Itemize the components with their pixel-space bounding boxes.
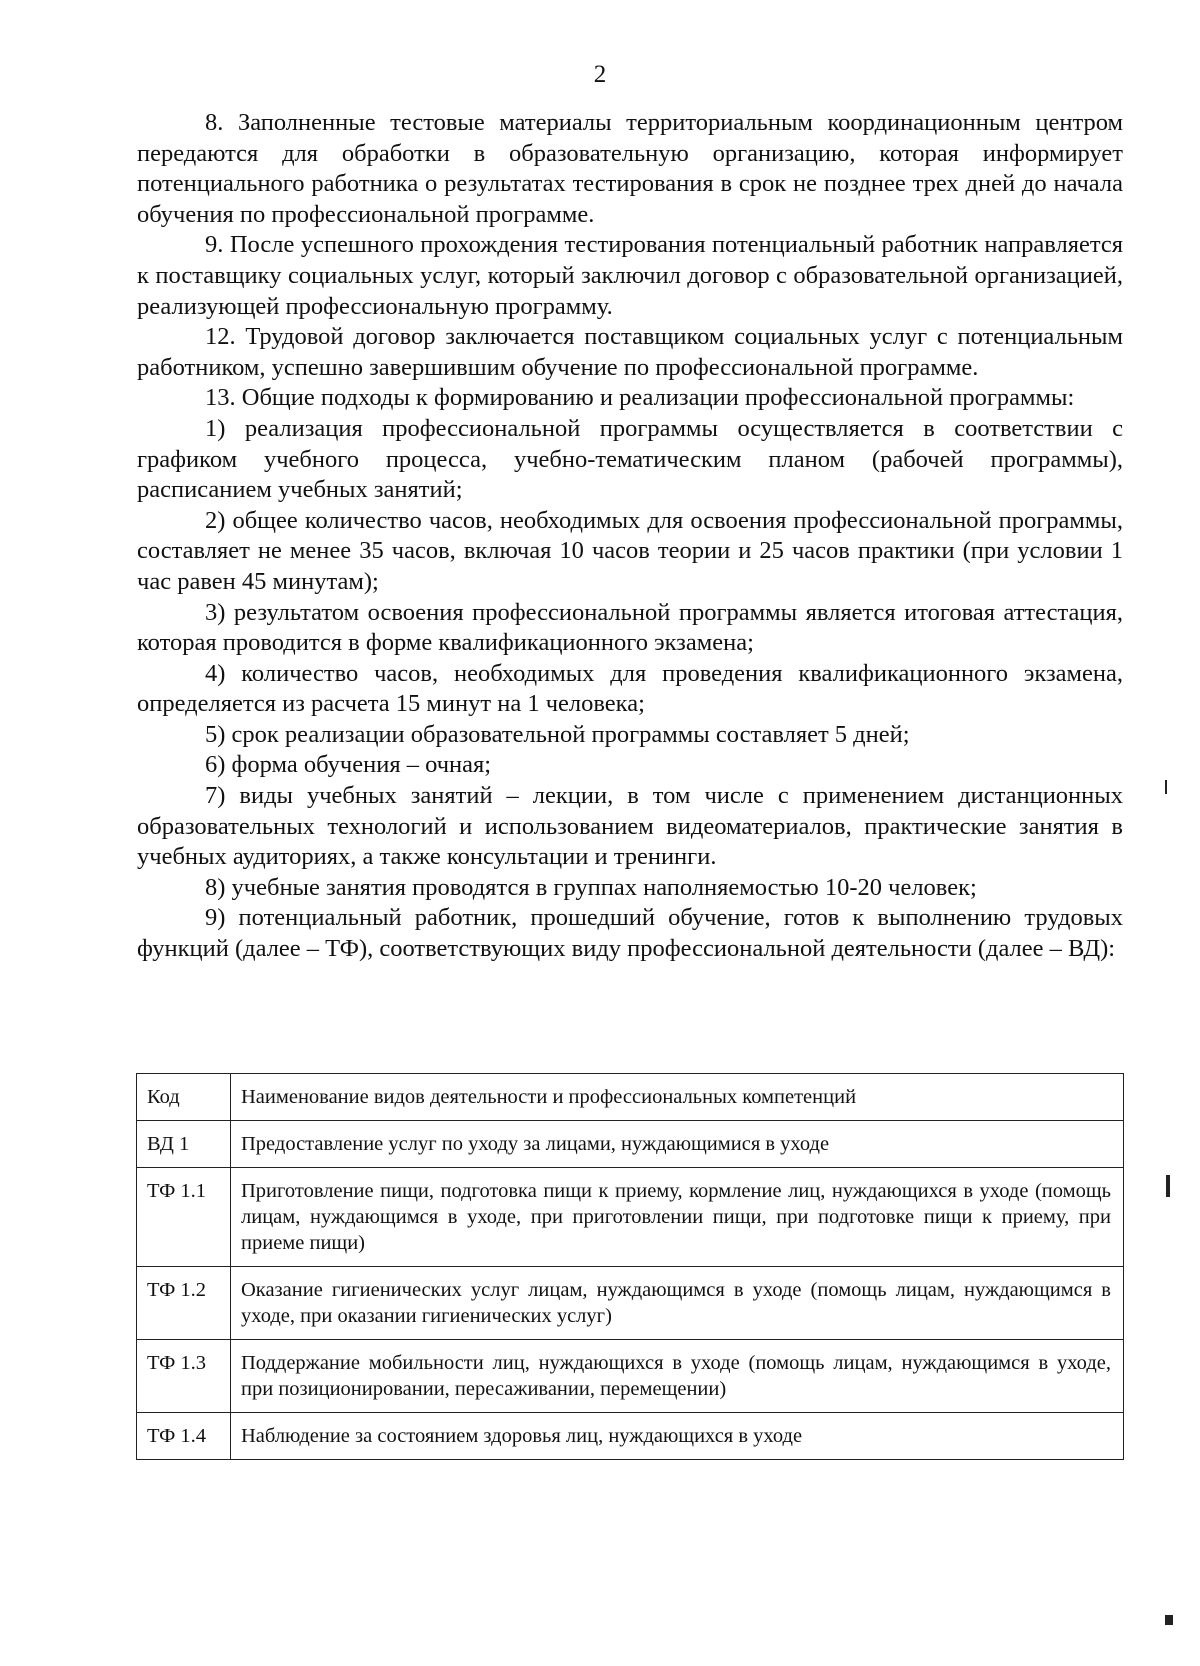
table-row [137,1340,1124,1413]
table-row [137,1413,1124,1460]
list-item-3: 3) результатом освоения профессиональной программы является итоговая аттестация, которая проводится в форме квалификационного экзамена; [137,598,1123,657]
header-name-cell: Наименование видов деятельности и профессиональных компетенций [231,1074,1124,1121]
row-name-cell: Поддержание мобильности лиц, нуждающихся в уходе (помощь лицам, нуждающимся в уходе, при позиционировании, пересаживании, перемещении) [231,1340,1124,1413]
competencies-table-container [136,1073,1124,1460]
list-item-9: 9) потенциальный работник, прошедший обучение, готов к выполнению трудовых функций (далее – ТФ), соответствующих виду профессиональной деятельности (далее – ВД): [137,904,1123,963]
paragraph-8: 8. Заполненные тестовые материалы территориальным координационным центром передаются для обработки в образовательную организацию, которая информирует потенциального работника о результатах тестирования в срок не позднее трех дней до начала обучения по профессиональной программе. [137,109,1123,228]
paragraph-9: 9. После успешного прохождения тестирования потенциальный работник направляется к поставщику социальных услуг, который заключил договор с образовательной организацией, реализующей профессиональную программу. [137,231,1123,320]
paragraph-13: 13. Общие подходы к формированию и реализации профессиональной программы: [205,384,1075,412]
competencies-table [136,1073,1124,1460]
list-item-8: 8) учебные занятия проводятся в группах наполняемостью 10-20 человек; [205,873,977,901]
row-code-cell: ТФ 1.1 [137,1168,231,1267]
list-item-4: 4) количество часов, необходимых для проведения квалификационного экзамена, определяется из расчета 15 минут на 1 человека; [137,659,1123,718]
row-code-cell: ВД 1 [137,1121,231,1168]
list-item-5: 5) срок реализации образовательной программы составляет 5 дней; [205,720,910,748]
list-item-2: 2) общее количество часов, необходимых для освоения профессиональной программы, составляет не менее 35 часов, включая 10 часов теории и 25 часов практики (при условии 1 час равен 45 минутам); [137,506,1123,595]
table-row [137,1267,1124,1340]
scan-mark [1165,1615,1173,1625]
header-code-cell: Код [137,1074,231,1121]
row-name-cell: Оказание гигиенических услуг лицам, нуждающимся в уходе (помощь лицам, нуждающимся в уходе, при оказании гигиенических услуг) [231,1267,1124,1340]
table-row [137,1121,1124,1168]
row-name-cell: Предоставление услуг по уходу за лицами, нуждающимися в уходе [231,1121,1124,1168]
page-number: 2 [593,61,607,88]
list-item-1: 1) реализация профессиональной программы осуществляется в соответствии с графиком учебного процесса, учебно-тематическим планом (рабочей программы), расписанием учебных занятий; [137,414,1123,504]
row-code-cell: ТФ 1.3 [137,1340,231,1413]
row-name-cell: Наблюдение за состоянием здоровья лиц, нуждающихся в уходе [231,1413,1124,1460]
document-body [137,108,1123,965]
table-row [137,1168,1124,1267]
scan-mark [1165,780,1167,794]
row-name-cell: Приготовление пищи, подготовка пищи к приему, кормление лиц, нуждающихся в уходе (помощь лицам, нуждающимся в уходе, при приготовлении пищи, при подготовке пищи к приему, при приеме пищи) [231,1168,1124,1267]
scan-mark [1166,1175,1170,1197]
list-item-7: 7) виды учебных занятий – лекции, в том числе с применением дистанционных образовательных технологий и использованием видеоматериалов, практические занятия в учебных аудиториях, а также консультации и тренинги. [137,782,1123,871]
table-header-row [137,1074,1124,1121]
paragraph-12: 12. Трудовой договор заключается поставщиком социальных услуг с потенциальным работником, успешно завершившим обучение по профессиональной программе. [137,323,1123,381]
list-item-6: 6) форма обучения – очная; [205,751,492,779]
row-code-cell: ТФ 1.4 [137,1413,231,1460]
row-code-cell: ТФ 1.2 [137,1267,231,1340]
